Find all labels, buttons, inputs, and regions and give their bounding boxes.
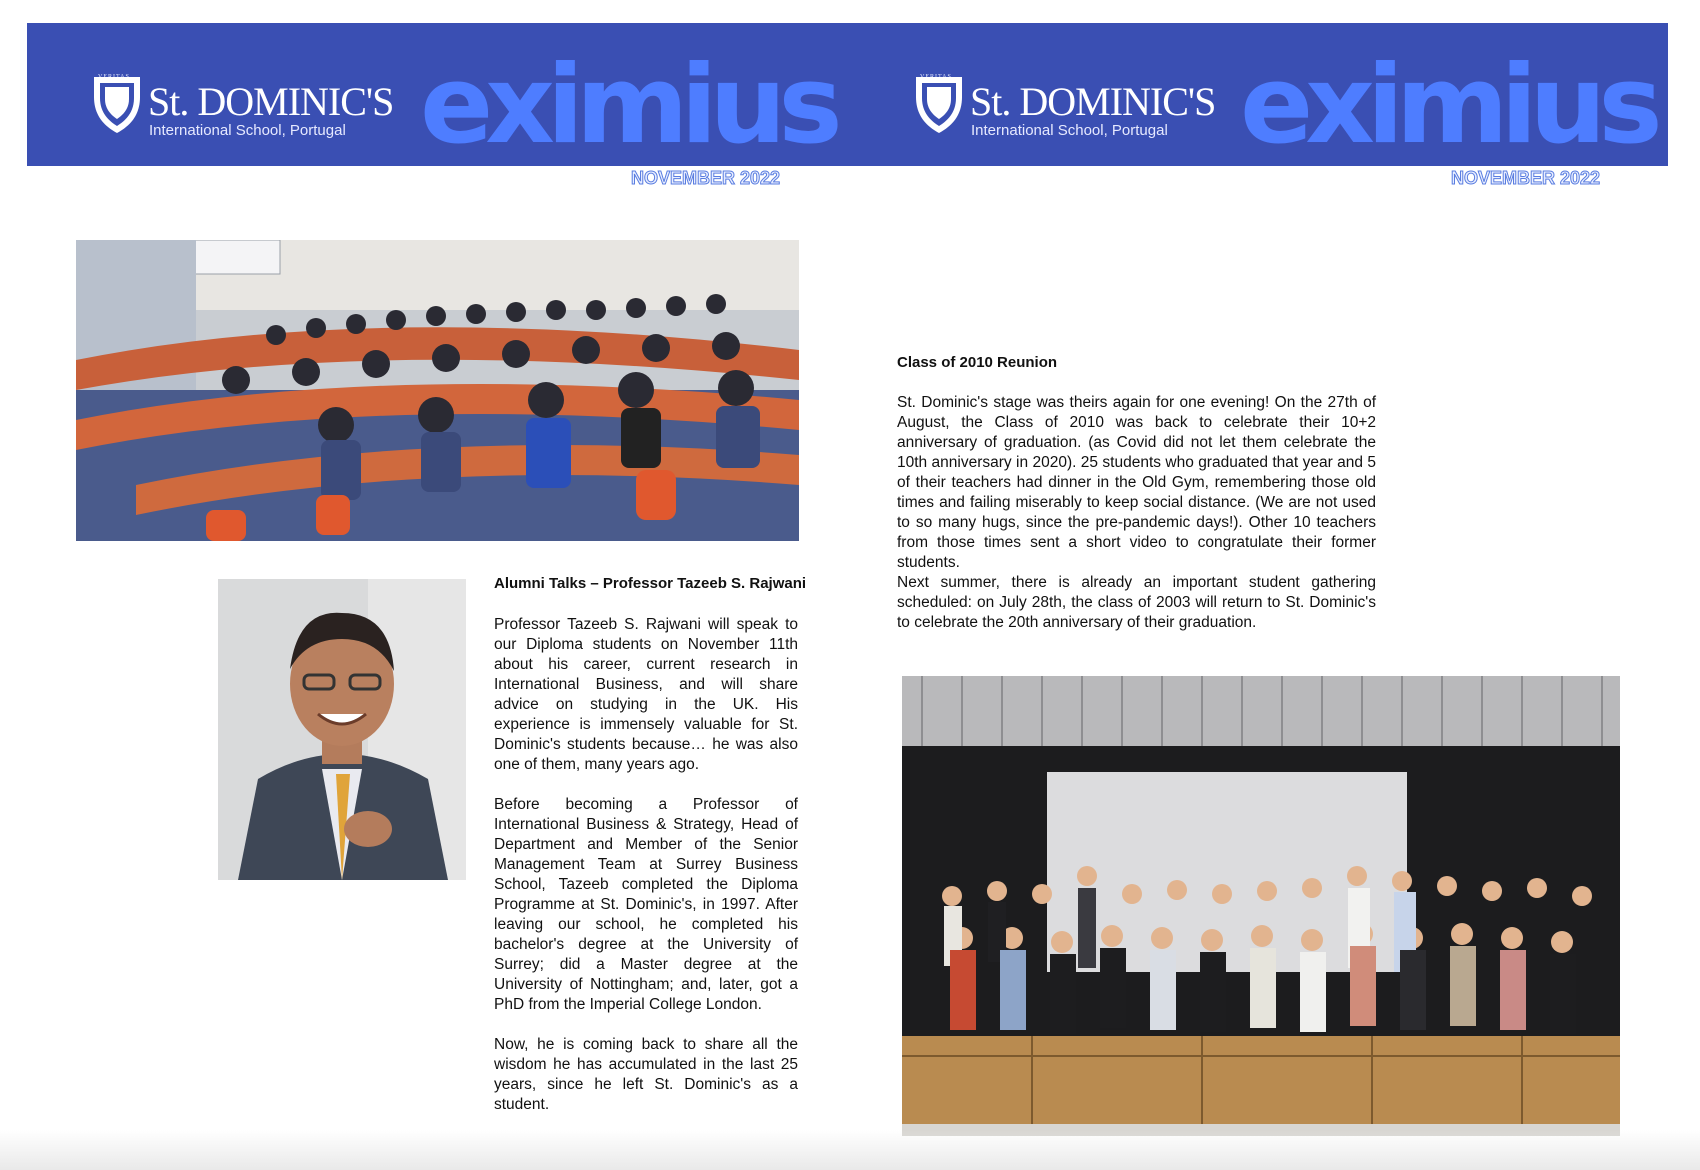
school-shield-icon [914, 75, 964, 135]
reunion-group-photo [902, 676, 1620, 1136]
issue-date: NOVEMBER 2022 [1451, 168, 1601, 188]
article-paragraph: Before becoming a Professor of International Business & Strategy, Head of Department and Member of the Senior Management Team at Surrey Business School, Tazeeb completed the Diploma Programme at St. Dominic's, in 1997. After leaving our school, he completed his bachelor's degree at the University of Surrey; did a Master degree at the University of Nottingham; and, later, got a PhD from the Imperial College London. [494, 796, 798, 1013]
page-bottom-shadow [0, 1130, 1700, 1170]
school-name: St. DOMINIC'S [148, 79, 394, 124]
school-subtitle: International School, Portugal [971, 122, 1168, 139]
reunion-body [897, 393, 1376, 633]
article-paragraph: Professor Tazeeb S. Rajwani will speak to our Diploma students on November 11th about his career, current research in International Business, and will share advice on studying in the UK. His experience is immensely valuable for St. Dominic's students because… he was also one of them, many years ago. [494, 616, 798, 773]
lecture-hall-photo [76, 240, 799, 541]
school-name: St. DOMINIC'S [970, 79, 1216, 124]
reunion-heading: Class of 2010 Reunion [897, 354, 1058, 371]
article-paragraph: St. Dominic's stage was theirs again for one evening! On the 27th of August, the Class of 2010 was back to celebrate their 10+2 anniversary of graduation. (as Covid did not let them celebrate the 10th anniversary in 2020). 25 students who graduated that year and 5 of their teachers had dinner in the Old Gym, remembering those old times and failing miserably to keep social distance. (We are not used to so many hugs, since the pre-pandemic days!). Other 10 teachers from those times sent a short video to congratulate their former students. [897, 394, 1376, 571]
alumni-talks-body [494, 615, 798, 1115]
article-paragraph: Next summer, there is already an important student gathering scheduled: on July 28th, the class of 2003 will return to St. Dominic's to celebrate the 20th anniversary of their graduation. [897, 574, 1376, 631]
school-shield-icon [92, 75, 142, 135]
alumni-talks-heading: Alumni Talks – Professor Tazeeb S. Rajwani [494, 575, 807, 592]
issue-date: NOVEMBER 2022 [631, 168, 781, 188]
article-paragraph: Now, he is coming back to share all the wisdom he has accumulated in the last 25 years, since he left St. Dominic's as a student. [494, 1036, 798, 1113]
publication-title: eximius [1240, 43, 1655, 168]
publication-title: eximius [420, 43, 835, 168]
school-subtitle: International School, Portugal [149, 122, 346, 139]
professor-portrait-photo [218, 579, 466, 880]
